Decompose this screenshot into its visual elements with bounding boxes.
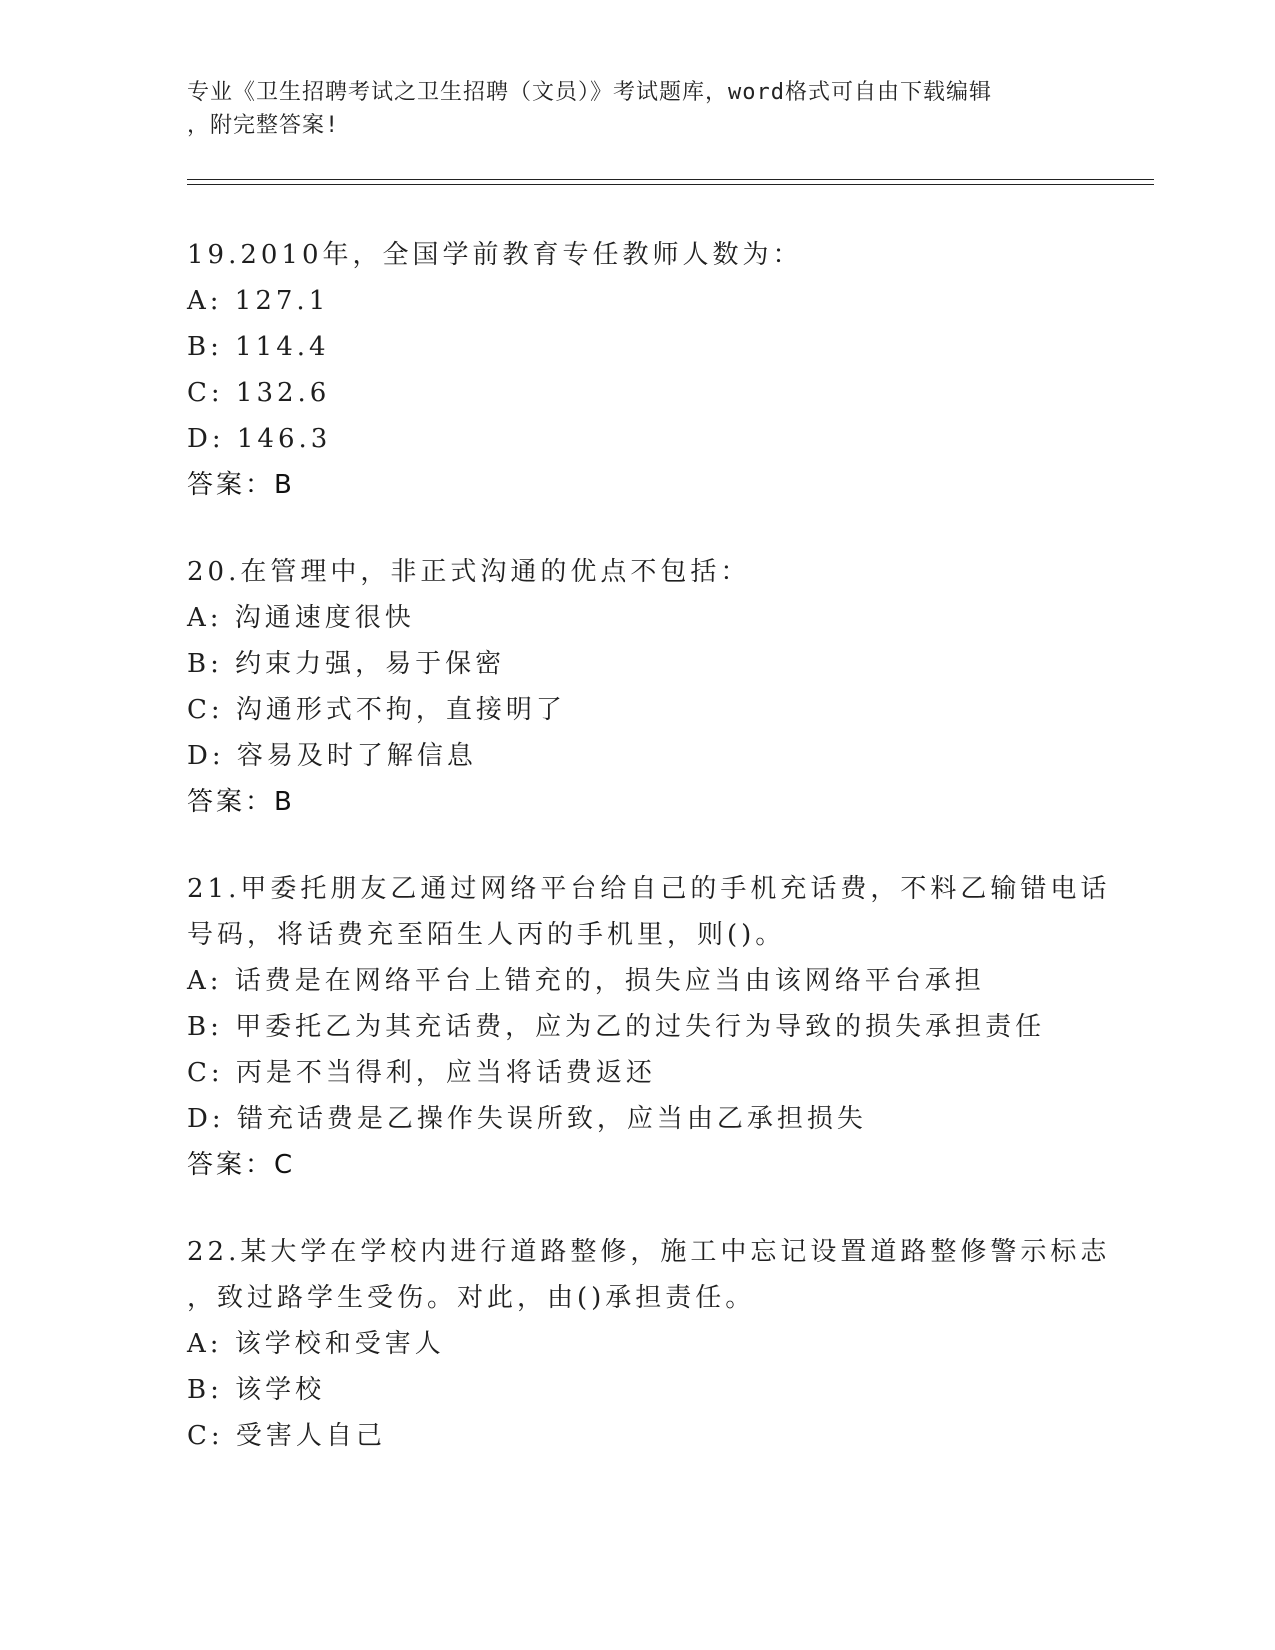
option-c: C: 丙是不当得利，应当将话费返还 [187, 1058, 656, 1088]
option-d: D: 错充话费是乙操作失误所致，应当由乙承担损失 [187, 1104, 867, 1134]
header-divider-top [187, 179, 1154, 180]
header-line-2: ，附完整答案! [187, 113, 340, 138]
question-19 [187, 232, 1107, 508]
option-a: A: 话费是在网络平台上错充的，损失应当由该网络平台承担 [187, 966, 985, 996]
option-a: A: 该学校和受害人 [187, 1329, 445, 1359]
stem-line: 号码，将话费充至陌生人丙的手机里，则()。 [187, 920, 786, 950]
option-b: B: 甲委托乙为其充话费，应为乙的过失行为导致的损失承担责任 [187, 1012, 1046, 1042]
stem-line: 19.2010年，全国学前教育专任教师人数为： [187, 240, 803, 270]
question-list [187, 232, 1111, 1500]
option-c: C: 132.6 [187, 378, 331, 408]
stem-line: 21.甲委托朋友乙通过网络平台给自己的手机充话费，不料乙输错电话 [187, 874, 1111, 904]
option-d: D: 146.3 [187, 424, 332, 454]
stem-line: 20.在管理中，非正式沟通的优点不包括： [187, 557, 751, 587]
stem-line: ，致过路学生受伤。对此，由()承担责任。 [187, 1283, 756, 1313]
question-stem [187, 866, 1111, 958]
option-d: D: 容易及时了解信息 [187, 741, 477, 771]
document-header [187, 76, 1087, 142]
question-22 [187, 1229, 1111, 1459]
option-b: B: 该学校 [187, 1375, 326, 1405]
answer-text: 答案：C [187, 1150, 296, 1180]
option-b: B: 约束力强，易于保密 [187, 649, 506, 679]
option-c: C: 受害人自己 [187, 1421, 386, 1451]
question-stem [187, 549, 1107, 595]
stem-line: 22.某大学在学校内进行道路整修，施工中忘记设置道路整修警示标志 [187, 1237, 1111, 1267]
header-line-1: 专业《卫生招聘考试之卫生招聘（文员）》考试题库，word格式可自由下载编辑 [187, 80, 992, 105]
question-21 [187, 866, 1111, 1188]
question-20 [187, 549, 1107, 825]
option-b: B: 114.4 [187, 332, 330, 362]
answer-text: 答案：B [187, 787, 295, 817]
question-stem [187, 232, 1107, 278]
option-a: A: 127.1 [187, 286, 330, 316]
answer-text: 答案：B [187, 470, 295, 500]
header-divider-bottom [187, 184, 1154, 185]
option-c: C: 沟通形式不拘，直接明了 [187, 695, 566, 725]
option-a: A: 沟通速度很快 [187, 603, 415, 633]
question-stem [187, 1229, 1111, 1321]
